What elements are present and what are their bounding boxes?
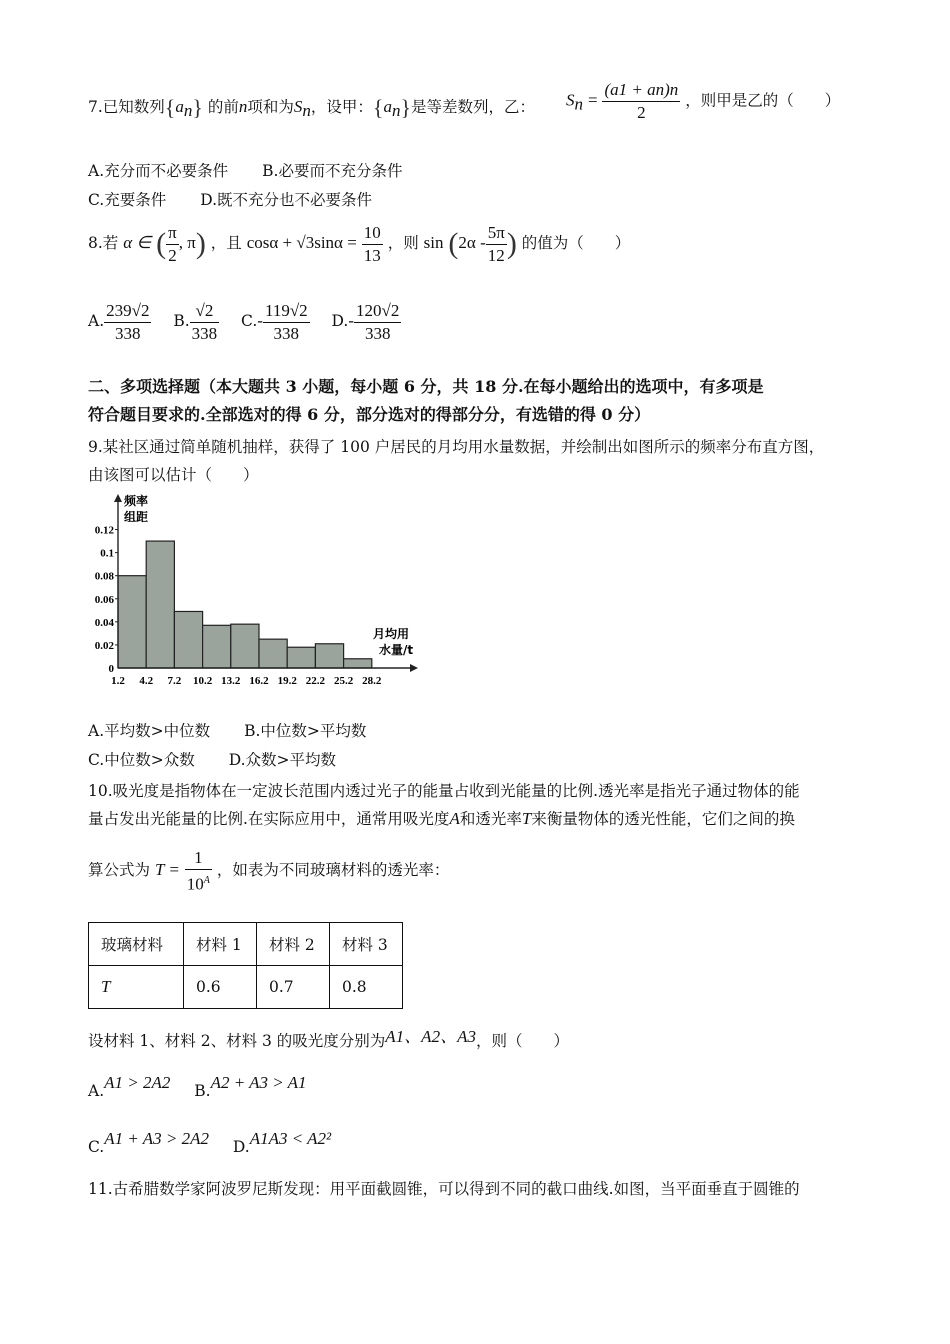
q8-d-den: 338: [364, 323, 391, 343]
q8-a-frac: [104, 301, 151, 344]
q7-t1: 的前: [207, 98, 239, 116]
table-header-cell: 玻璃材料: [89, 923, 184, 966]
q7-n: n: [238, 97, 248, 116]
q8-t2: ，则: [387, 234, 419, 252]
x-tick-label: 1.2: [111, 675, 125, 687]
q9-line2: 由该图可以估计（ ）: [88, 466, 259, 484]
q7-t2: 项和为: [247, 98, 294, 116]
q10-formula-num: 1: [185, 848, 212, 870]
q10-formula-frac: [185, 848, 212, 895]
x-tick-label: 10.2: [192, 675, 213, 687]
histogram-bar: [146, 541, 174, 668]
q10-line4: [88, 1020, 569, 1058]
q8-d-num: 120√2: [354, 301, 401, 323]
brace-left: {: [164, 95, 176, 120]
q7-den: 2: [637, 103, 646, 122]
q8-arg-frac: [486, 223, 507, 266]
q7-option-d: D.既不充分也不必要条件: [200, 191, 373, 209]
q10-line2a: 量占发出光能量的比例.在实际应用中，通常用吸光度: [88, 810, 450, 828]
brace-left-2: {: [372, 95, 384, 120]
q8-t3: 的值为（ ）: [521, 234, 631, 252]
q9-option-d: D.众数>平均数: [228, 751, 337, 769]
formula-S-sub: n: [574, 94, 583, 114]
y-tick-label: 0.06: [94, 593, 114, 606]
q7-options-2: [88, 189, 372, 211]
q8-int-num: π: [166, 223, 179, 245]
q8-b-frac: [190, 301, 220, 344]
x-axis-arrow: [410, 664, 418, 672]
q8-stem: [88, 218, 630, 269]
q8-alpha-in: α ∈: [123, 233, 152, 252]
q10-line4b: ，则（ ）: [475, 1032, 569, 1050]
y-tick-label: 0: [108, 663, 114, 675]
q7-t3: ，设甲：: [310, 98, 373, 116]
q7-options-1: [88, 160, 402, 182]
q10-option-b: A2 + A3 > A1: [210, 1073, 307, 1092]
q7-stem: [88, 96, 535, 122]
q7-prefix: 7.已知数列: [88, 98, 165, 116]
section2-line1: 二、多项选择题（本大题共 3 小题，每小题 6 分，共 18 分.在每小题给出的选项中，有多项是: [88, 377, 764, 396]
seq-sub-2: n: [391, 101, 401, 121]
q10-line3b: ，如表为不同玻璃材料的透光率：: [216, 861, 450, 879]
table-cell: 0.6: [184, 966, 257, 1009]
x-tick-label: 28.2: [362, 675, 382, 687]
q7-formula: [566, 80, 840, 123]
q8-c-den: 338: [273, 323, 300, 343]
q8-int-tail: , π: [178, 233, 196, 252]
q10-var-T: T: [521, 809, 532, 828]
q9-option-c: C.中位数>众数: [88, 751, 195, 769]
q10-vars: A1、A2、A3: [385, 1027, 476, 1046]
q7-num: (a1 + an)n: [602, 80, 680, 102]
section2-line2: 符合题目要求的.全部选对的得 6 分，部分选对的得部分分，有选错的得 0 分）: [88, 405, 651, 424]
ylabel-top: 频率: [124, 494, 149, 508]
q8-arg-den: 12: [487, 245, 505, 265]
y-tick-label: 0.08: [94, 570, 114, 583]
q8-rhs-frac: [362, 223, 383, 266]
q8-c-num: 119√2: [263, 301, 310, 323]
q9-options-1: [88, 720, 366, 742]
y-axis-arrow: [114, 494, 122, 502]
table-row: [89, 966, 403, 1009]
q11-line1: 11.古希腊数学家阿波罗尼斯发现：用平面截圆锥，可以得到不同的截口曲线.如图，当平面垂直于圆锥的: [88, 1180, 800, 1198]
q7-S: S: [293, 97, 303, 116]
q10-var-A: A: [449, 809, 460, 828]
q10-d-label: D.: [232, 1138, 250, 1156]
x-tick-label: 19.2: [277, 675, 297, 687]
q7-option-a: A.充分而不必要条件: [88, 162, 229, 180]
x-tick-label: 25.2: [333, 675, 354, 687]
formula-eq: =: [587, 90, 598, 110]
q8-a-num: 239√2: [104, 301, 151, 323]
q10-option-d: A1A3 < A2²: [249, 1129, 332, 1148]
brace-right-2: }: [400, 95, 412, 120]
q10-line2: [88, 808, 795, 830]
q10-option-c: A1 + A3 > 2A2: [104, 1129, 210, 1148]
q10-den-exp: A: [203, 874, 210, 886]
q10-line2b: 和透光率: [459, 810, 522, 828]
seq-a-2: a: [383, 97, 392, 116]
q10-line4a: 设材料 1、材料 2、材料 3 的吸光度分别为: [88, 1032, 386, 1050]
x-tick-label: 7.2: [167, 675, 182, 687]
paren-right-2: ): [506, 227, 517, 260]
q8-arg-left: 2α -: [458, 233, 486, 252]
q7-option-c: C.充要条件: [88, 191, 167, 209]
q8-c-sign: -: [257, 311, 263, 330]
brace-right: }: [192, 95, 203, 120]
q8-d-sign: -: [348, 311, 355, 330]
y-tick-label: 0.1: [100, 547, 114, 560]
table-header-cell: 材料 2: [257, 923, 330, 966]
histogram-bar: [203, 625, 231, 668]
histogram-bar: [174, 611, 202, 668]
histogram-bar: [287, 647, 315, 668]
q8-c-label: C.: [241, 312, 258, 330]
table-cell: 0.8: [330, 966, 403, 1009]
q10-options-1: [88, 1066, 307, 1108]
table-row-label: T: [89, 966, 184, 1009]
q8-d-frac: [354, 301, 401, 344]
table-header-cell: 材料 3: [330, 923, 403, 966]
q9-options-2: [88, 749, 336, 771]
q7-t4: 是等差数列，乙：: [411, 98, 536, 116]
q9-line1: 9.某社区通过简单随机抽样，获得了 100 户居民的月均用水量数据，并绘制出如图所示的频率分布直方图，: [88, 438, 825, 456]
histogram-bar: [259, 639, 287, 668]
q8-a-den: 338: [115, 323, 141, 343]
q10-b-label: B.: [194, 1082, 211, 1100]
x-tick-label: 4.2: [139, 675, 154, 687]
q8-b-den: 338: [191, 323, 218, 343]
xlabel-bottom: 水量/t: [379, 643, 414, 657]
q8-arg-num: 5π: [486, 223, 507, 245]
table-cell: 0.7: [257, 966, 330, 1009]
q8-b-num: √2: [190, 301, 220, 323]
x-tick-label: 13.2: [221, 675, 241, 687]
formula-S: S: [566, 90, 575, 110]
q10-line2c: 来衡量物体的透光性能，它们之间的换: [531, 810, 795, 828]
q8-a-label: A.: [88, 312, 105, 330]
q8-sin: sin: [423, 233, 444, 252]
q8-c-frac: [263, 301, 310, 344]
seq-sub: n: [183, 101, 193, 121]
y-tick-label: 0.12: [94, 524, 114, 537]
ylabel-bottom: 组距: [124, 510, 149, 524]
x-tick-label: 22.2: [305, 675, 326, 687]
q8-int-frac: [166, 223, 179, 266]
histogram-chart: [88, 492, 428, 698]
q8-rhs-num: 10: [362, 223, 383, 245]
q7-fraction: [602, 80, 680, 123]
q7-option-b: B.必要而不充分条件: [262, 162, 403, 180]
q7-S-sub: n: [302, 101, 311, 121]
transmittance-table: [88, 922, 403, 1009]
histogram-bar: [344, 659, 372, 668]
q8-rhs-den: 13: [363, 245, 381, 265]
paren-left-2: (: [448, 227, 459, 260]
paren-right: ): [195, 227, 206, 260]
q10-line1: 10.吸光度是指物体在一定波长范围内透过光子的能量占收到光能量的比例.透光率是指光子通过物体的能: [88, 782, 800, 800]
q10-a-label: A.: [88, 1082, 105, 1100]
q9-option-b: B.中位数>平均数: [244, 722, 367, 740]
q10-formula-den: [185, 870, 212, 895]
seq-a: a: [175, 97, 184, 116]
q8-t1: ，且: [210, 234, 242, 252]
q7-t5: ，则甲是乙的（ ）: [685, 91, 841, 110]
q10-c-label: C.: [88, 1138, 105, 1156]
q8-b-label: B.: [173, 312, 190, 330]
y-tick-label: 0.02: [94, 639, 114, 652]
q10-line3a: 算公式为: [88, 861, 151, 879]
q8-int-den: 2: [168, 245, 177, 265]
q10-formula-lhs: T =: [154, 860, 180, 879]
table-header-cell: 材料 1: [184, 923, 257, 966]
xlabel-top: 月均用: [373, 627, 410, 641]
x-tick-label: 16.2: [249, 675, 269, 687]
paren-left: (: [156, 227, 167, 260]
histogram-bar: [315, 644, 343, 668]
y-tick-label: 0.04: [94, 616, 114, 629]
q8-expr: cosα + √3sinα =: [246, 233, 357, 252]
q8-d-label: D.: [331, 312, 349, 330]
q10-options-2: [88, 1122, 331, 1164]
q8-options: [88, 296, 401, 346]
histogram-bar: [118, 576, 146, 668]
q10-option-a: A1 > 2A2: [104, 1073, 171, 1092]
q10-line3: [88, 846, 449, 894]
histogram-bar: [231, 624, 259, 668]
q8-prefix: 8.若: [88, 234, 119, 252]
q10-den-base: 10: [186, 874, 204, 894]
table-header-row: [89, 923, 403, 966]
q9-option-a: A.平均数>中位数: [88, 722, 211, 740]
